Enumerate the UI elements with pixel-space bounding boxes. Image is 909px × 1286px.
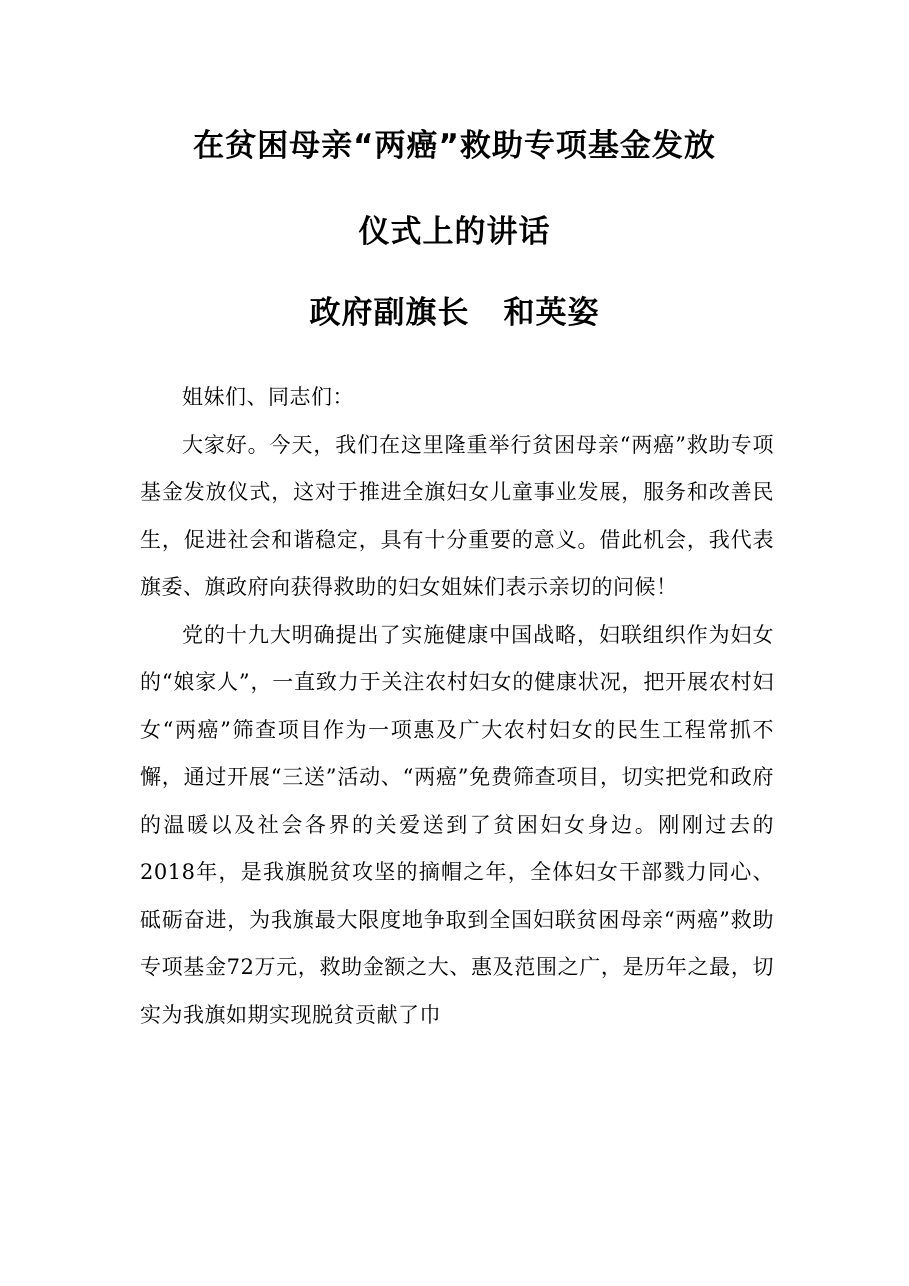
- document-title-line-2: 仪式上的讲话: [358, 214, 551, 250]
- speaker-name: 和英姿: [503, 295, 600, 331]
- document-title-line-1: 在贫困母亲“两癌”救助专项基金发放: [193, 128, 716, 164]
- salutation-paragraph: 姐妹们、同志们：: [182, 385, 354, 409]
- speech-body: [140, 374, 774, 1039]
- body-paragraph: 党的十九大明确提出了实施健康中国战略，妇联组织作为妇女的“娘家人”，一直致力于关注农村妇女的健康状况，把开展农村妇女“两癌”筛查项目作为一项惠及广大农村妇女的民生工程常抓不懈，通过开展“三送”活动、“两癌”免费筛查项目，切实把党和政府的温暖以及社会各界的关爱送到了贫困妇女身边。刚刚过去的2018年，是我旗脱贫攻坚的摘帽之年，全体妇女干部戮力同心、砥砺奋进，为我旗最大限度地争取到全国妇联贫困母亲“两癌”救助专项基金72万元，救助金额之大、惠及范围之广，是历年之最，切实为我旗如期实现脱贫贡献了巾: [140, 622, 774, 1027]
- speaker-byline: [0, 293, 909, 333]
- speaker-title: 政府副旗长: [309, 295, 470, 331]
- greeting-paragraph: 大家好。今天，我们在这里隆重举行贫困母亲“两癌”救助专项基金发放仪式，这对于推进全旗妇女儿童事业发展，服务和改善民生，促进社会和谐稳定，具有十分重要的意义。借此机会，我代表旗委、旗政府向获得救助的妇女姐妹们表示亲切的问候！: [140, 432, 774, 599]
